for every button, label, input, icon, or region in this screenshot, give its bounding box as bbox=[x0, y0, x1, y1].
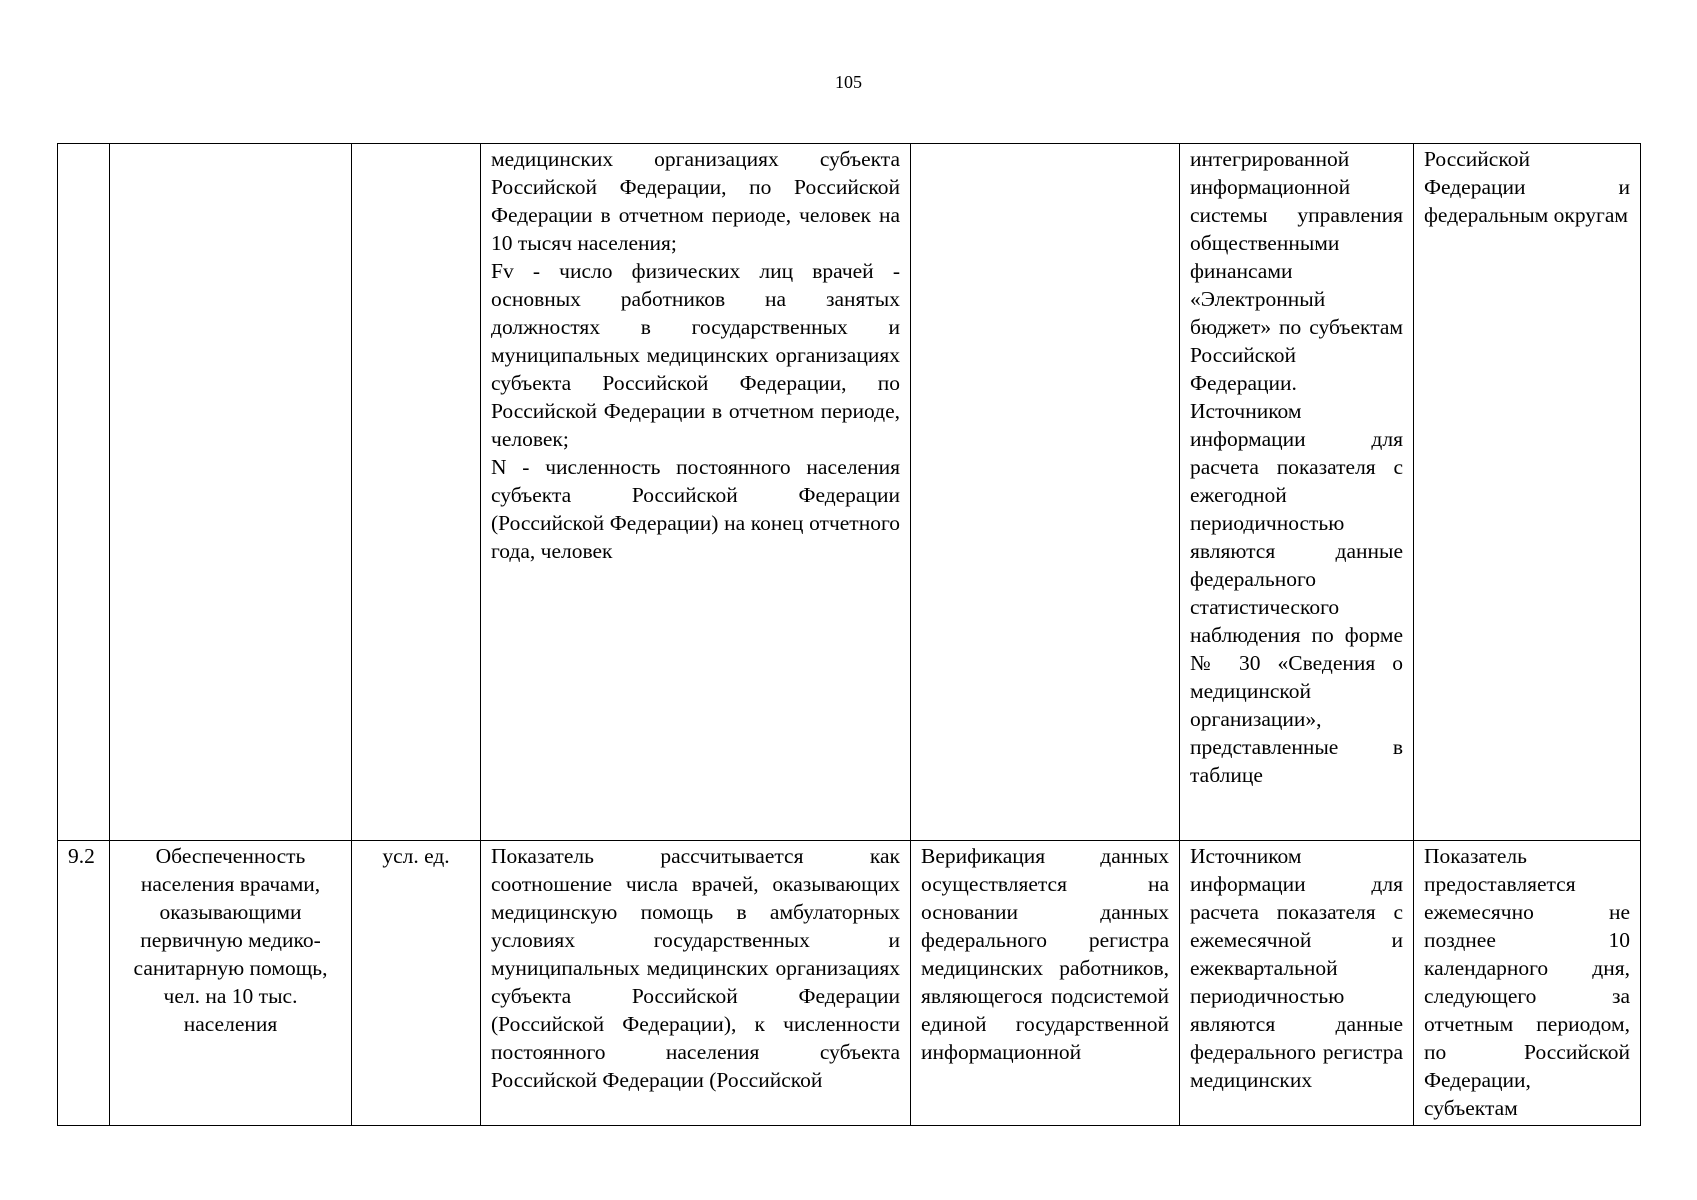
cell-calculation-method: Показатель рассчитывается как соотношение числа врачей, оказывающих медицинскую помощь в амбулаторных условиях государственных и муниципальных медицинских организациях субъекта Российской Федерации (Российской Федерации), к численности постоянного населения субъекта Российской Федерации (Российской bbox=[481, 841, 911, 1126]
cell-data-sources: интегрированной информационной системы управления общественными финансами «Электронный бюджет» по субъектам Российской Федерации. Источником информации для расчета показателя с ежегодной периодичностью являются данные федерального статистического наблюдения по форме № 30 «Сведения о медицинской организации», представленные в таблице bbox=[1180, 144, 1414, 841]
cell-verification-empty bbox=[911, 144, 1180, 841]
cell-disclosure: Показатель предоставляется ежемесячно не позднее 10 календарного дня, следующего за отчетным периодом, по Российской Федерации, субъектам bbox=[1414, 841, 1641, 1126]
cell-row-number: 9.2 bbox=[58, 841, 110, 1126]
cell-indicator-empty bbox=[110, 144, 352, 841]
formula-text-line-1: медицинских организациях субъекта Российской Федерации, по Российской Федерации в отчетном периоде, человек на 10 тысяч населения; bbox=[491, 147, 900, 255]
indicators-table bbox=[57, 143, 1641, 1126]
cell-number-empty bbox=[58, 144, 110, 841]
cell-unit-empty bbox=[352, 144, 481, 841]
table-row-9-2 bbox=[58, 841, 1641, 1126]
cell-verification: Верификация данных осуществляется на основании данных федерального регистра медицинских работников, являющегося подсистемой единой государственной информационной bbox=[911, 841, 1180, 1126]
formula-text-line-2: Fv - число физических лиц врачей - основных работников на занятых должностях в государственных и муниципальных медицинских организациях субъекта Российской Федерации, по Российской Федерации в отчетном периоде, человек; bbox=[491, 259, 900, 451]
cell-data-sources: Источником информации для расчета показателя с ежемесячной и ежеквартальной периодичностью являются данные федерального регистра медицинских bbox=[1180, 841, 1414, 1126]
cell-unit: усл. ед. bbox=[352, 841, 481, 1126]
cell-indicator-name: Обеспеченность населения врачами, оказывающими первичную медико-санитарную помощь, чел. на 10 тыс. населения bbox=[110, 841, 352, 1126]
table-row-continuation bbox=[58, 144, 1641, 841]
cell-disclosure: Российской Федерации и федеральным округам bbox=[1414, 144, 1641, 841]
cell-formula-description bbox=[481, 144, 911, 841]
page-number: 105 bbox=[835, 72, 862, 92]
formula-text-line-3: N - численность постоянного населения субъекта Российской Федерации (Российской Федерации) на конец отчетного года, человек bbox=[491, 455, 900, 563]
